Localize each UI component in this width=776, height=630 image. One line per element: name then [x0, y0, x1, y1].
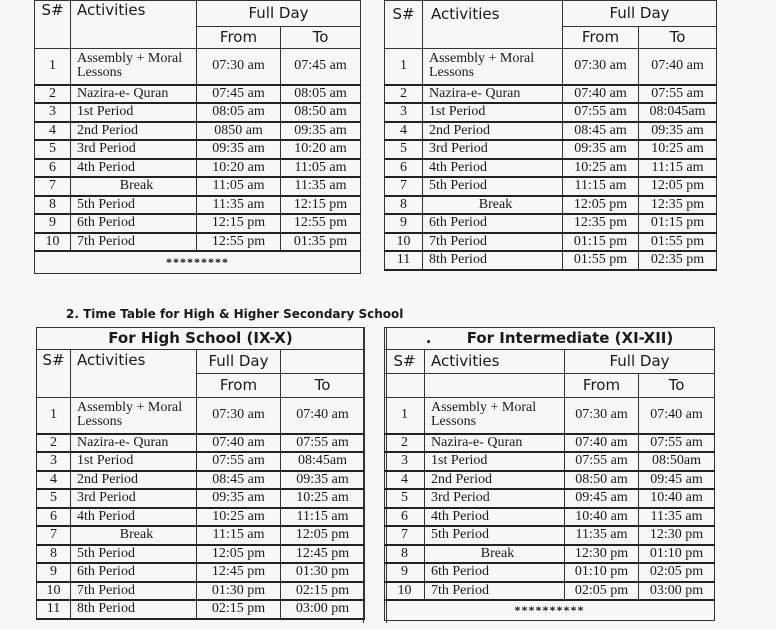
- table-row: [35, 85, 361, 104]
- serial-number-cell: 9: [35, 214, 71, 233]
- to-time-cell: 09:45 am: [639, 471, 715, 490]
- serial-number-cell: 7: [37, 526, 71, 545]
- to-time-cell: 12:55 pm: [281, 214, 361, 233]
- table-row: [35, 196, 361, 215]
- activity-cell: Assembly + Moral Lessons: [71, 49, 197, 85]
- from-time-cell: 08:45 am: [197, 471, 281, 490]
- serial-number-cell: 4: [35, 122, 71, 141]
- to-time-cell: 12:35 pm: [639, 196, 717, 215]
- to-time-cell: 07:40 am: [281, 398, 365, 434]
- activity-cell: 1st Period: [71, 452, 197, 471]
- from-header: From: [565, 374, 639, 398]
- from-time-cell: 11:15 am: [563, 177, 639, 196]
- from-time-cell: 01:55 pm: [563, 251, 639, 270]
- from-time-cell: 11:35 am: [197, 196, 281, 215]
- sno-header: S#: [385, 1, 423, 49]
- full-day-header: Full Day: [563, 1, 717, 27]
- activity-cell: Nazira-e- Quran: [71, 434, 197, 453]
- activities-header: Activities: [71, 350, 197, 398]
- activity-cell: Break: [71, 526, 197, 545]
- to-time-cell: 02:05 pm: [639, 563, 715, 582]
- to-time-cell: 11:15 am: [639, 159, 717, 178]
- activity-cell: Assembly + Moral Lessons: [423, 49, 563, 85]
- activity-cell: 8th Period: [423, 251, 563, 270]
- activity-cell: 7th Period: [71, 233, 197, 252]
- activity-cell: Break: [425, 545, 565, 564]
- serial-number-cell: 1: [385, 49, 423, 85]
- from-time-cell: 07:30 am: [563, 49, 639, 85]
- serial-number-cell: 3: [35, 103, 71, 122]
- activity-cell: 4th Period: [423, 159, 563, 178]
- to-time-cell: 07:45 am: [281, 49, 361, 85]
- to-time-cell: 03:00 pm: [281, 600, 365, 619]
- to-time-cell: 07:55 am: [639, 85, 717, 104]
- table-row: [385, 545, 715, 564]
- activity-cell: 2nd Period: [425, 471, 565, 490]
- timetable-1-left: [34, 0, 361, 274]
- to-time-cell: 11:15 am: [281, 508, 365, 527]
- to-time-cell: 10:20 am: [281, 140, 361, 159]
- table-row: [35, 103, 361, 122]
- to-time-cell: 10:25 am: [639, 140, 717, 159]
- from-time-cell: 09:35 am: [197, 489, 281, 508]
- serial-number-cell: 10: [385, 582, 425, 601]
- from-time-cell: 01:30 pm: [197, 582, 281, 601]
- activity-cell: Break: [423, 196, 563, 215]
- table-row: [35, 159, 361, 178]
- to-time-cell: 07:40 am: [639, 49, 717, 85]
- from-time-cell: 08:05 am: [197, 103, 281, 122]
- from-time-cell: 11:15 am: [197, 526, 281, 545]
- serial-number-cell: 10: [37, 582, 71, 601]
- serial-number-cell: 10: [35, 233, 71, 252]
- full-day-header: Full Day: [197, 1, 361, 27]
- serial-number-cell: 11: [385, 251, 423, 270]
- to-header: To: [281, 374, 365, 398]
- serial-number-cell: 4: [385, 122, 423, 141]
- activities-header: Activities: [71, 1, 197, 49]
- activity-cell: 1st Period: [425, 452, 565, 471]
- from-time-cell: 09:35 am: [197, 140, 281, 159]
- to-time-cell: 12:30 pm: [639, 526, 715, 545]
- serial-number-cell: 6: [37, 508, 71, 527]
- activity-cell: 7th Period: [423, 233, 563, 252]
- from-time-cell: 10:40 am: [565, 508, 639, 527]
- serial-number-cell: 1: [37, 398, 71, 434]
- to-time-cell: 12:15 pm: [281, 196, 361, 215]
- from-time-cell: 09:35 am: [563, 140, 639, 159]
- from-time-cell: 07:55 am: [563, 103, 639, 122]
- activity-cell: 7th Period: [71, 582, 197, 601]
- serial-number-cell: 1: [35, 49, 71, 85]
- serial-number-cell: 9: [385, 563, 425, 582]
- serial-number-cell: 6: [385, 159, 423, 178]
- table-row: [385, 233, 717, 252]
- from-time-cell: 10:25 am: [563, 159, 639, 178]
- serial-number-cell: 4: [385, 471, 425, 490]
- from-time-cell: 12:35 pm: [563, 214, 639, 233]
- activity-cell: 5th Period: [425, 526, 565, 545]
- from-time-cell: 01:15 pm: [563, 233, 639, 252]
- serial-number-cell: 8: [35, 196, 71, 215]
- serial-number-cell: 9: [37, 563, 71, 582]
- from-time-cell: 07:40 am: [563, 85, 639, 104]
- activity-cell: 2nd Period: [71, 122, 197, 141]
- table-row: [385, 103, 717, 122]
- from-time-cell: 07:45 am: [197, 85, 281, 104]
- to-time-cell: 11:35 am: [639, 508, 715, 527]
- to-time-cell: 09:35 am: [281, 471, 365, 490]
- table-row: [37, 434, 365, 453]
- activity-cell: 1st Period: [423, 103, 563, 122]
- activity-cell: 2nd Period: [423, 122, 563, 141]
- table-row: [37, 471, 365, 490]
- table-body: [37, 398, 365, 619]
- table-row: [37, 526, 365, 545]
- activity-cell: 3rd Period: [71, 140, 197, 159]
- serial-number-cell: 2: [385, 85, 423, 104]
- table-row: [35, 140, 361, 159]
- to-header: To: [281, 27, 361, 49]
- to-time-cell: 08:50am: [639, 452, 715, 471]
- to-header: To: [639, 374, 715, 398]
- table-row: [385, 489, 715, 508]
- table-row: [385, 159, 717, 178]
- empty-header-cell: [281, 350, 365, 374]
- activity-cell: Break: [71, 177, 197, 196]
- table-row: [385, 452, 715, 471]
- to-time-cell: 08:045am: [639, 103, 717, 122]
- to-time-cell: 09:35 am: [639, 122, 717, 141]
- serial-number-cell: 2: [35, 85, 71, 104]
- to-time-cell: 10:40 am: [639, 489, 715, 508]
- table-body: [35, 49, 361, 252]
- serial-number-cell: 3: [385, 452, 425, 471]
- table-row: [37, 545, 365, 564]
- to-time-cell: 01:30 pm: [281, 563, 365, 582]
- from-time-cell: 12:05 pm: [197, 545, 281, 564]
- activity-cell: 3rd Period: [71, 489, 197, 508]
- intermediate-heading: [385, 328, 715, 350]
- sno-header: S#: [385, 350, 425, 374]
- from-time-cell: 11:35 am: [565, 526, 639, 545]
- table-row: [35, 233, 361, 252]
- serial-number-cell: 6: [35, 159, 71, 178]
- serial-number-cell: 5: [37, 489, 71, 508]
- footer-stars: **********: [385, 600, 715, 620]
- from-time-cell: 08:45 am: [563, 122, 639, 141]
- timetable-high-school: [36, 327, 365, 620]
- to-time-cell: 01:15 pm: [639, 214, 717, 233]
- table-row: [385, 526, 715, 545]
- serial-number-cell: 7: [385, 526, 425, 545]
- timetable-1-right: [384, 0, 717, 271]
- serial-number-cell: 5: [35, 140, 71, 159]
- from-time-cell: 02:05 pm: [565, 582, 639, 601]
- table-body: [385, 49, 717, 270]
- to-time-cell: 11:05 am: [281, 159, 361, 178]
- activity-cell: 6th Period: [71, 563, 197, 582]
- serial-number-cell: 10: [385, 233, 423, 252]
- from-header: From: [197, 27, 281, 49]
- table-row: [385, 177, 717, 196]
- activity-cell: Assembly + Moral Lessons: [71, 398, 197, 434]
- from-time-cell: 09:45 am: [565, 489, 639, 508]
- table-row: [35, 122, 361, 141]
- table-row: [37, 452, 365, 471]
- from-time-cell: 12:15 pm: [197, 214, 281, 233]
- full-day-header: Full Day: [565, 350, 715, 374]
- activity-cell: 4th Period: [71, 159, 197, 178]
- serial-number-cell: 3: [37, 452, 71, 471]
- serial-number-cell: 2: [37, 434, 71, 453]
- activity-cell: 5th Period: [71, 545, 197, 564]
- serial-number-cell: 6: [385, 508, 425, 527]
- empty-header-cell: [385, 374, 425, 398]
- table-row: [385, 196, 717, 215]
- table-row: [35, 177, 361, 196]
- to-time-cell: 09:35 am: [281, 122, 361, 141]
- to-time-cell: 12:05 pm: [281, 526, 365, 545]
- serial-number-cell: 8: [385, 196, 423, 215]
- from-time-cell: 11:05 am: [197, 177, 281, 196]
- table-row: [385, 508, 715, 527]
- sno-header: S#: [35, 1, 71, 49]
- to-time-cell: 02:35 pm: [639, 251, 717, 270]
- table-row: [385, 140, 717, 159]
- empty-header-cell: [425, 374, 565, 398]
- to-time-cell: 01:55 pm: [639, 233, 717, 252]
- from-time-cell: 08:50 am: [565, 471, 639, 490]
- table-row: [385, 582, 715, 601]
- activities-header: Activities: [423, 1, 563, 49]
- from-time-cell: 07:40 am: [565, 434, 639, 453]
- table-row: [385, 563, 715, 582]
- from-time-cell: 01:10 pm: [565, 563, 639, 582]
- from-time-cell: 02:15 pm: [197, 600, 281, 619]
- table-body: [385, 398, 715, 601]
- to-time-cell: 11:35 am: [281, 177, 361, 196]
- activity-cell: 7th Period: [425, 582, 565, 601]
- to-header: To: [639, 27, 717, 49]
- from-time-cell: 12:30 pm: [565, 545, 639, 564]
- table-row: [35, 49, 361, 85]
- from-time-cell: 07:55 am: [565, 452, 639, 471]
- from-time-cell: 12:05 pm: [563, 196, 639, 215]
- activity-cell: 5th Period: [71, 196, 197, 215]
- serial-number-cell: 3: [385, 103, 423, 122]
- serial-number-cell: 9: [385, 214, 423, 233]
- from-time-cell: 12:45 pm: [197, 563, 281, 582]
- footer-stars: *********: [35, 251, 361, 273]
- to-time-cell: 07:55 am: [639, 434, 715, 453]
- table-row: [385, 251, 717, 270]
- activity-cell: 4th Period: [71, 508, 197, 527]
- serial-number-cell: 11: [37, 600, 71, 619]
- serial-number-cell: 5: [385, 489, 425, 508]
- from-time-cell: 07:30 am: [197, 49, 281, 85]
- activity-cell: Nazira-e- Quran: [425, 434, 565, 453]
- activity-cell: 3rd Period: [425, 489, 565, 508]
- section-2-title: 2. Time Table for High & Higher Secondary School: [66, 307, 404, 321]
- activity-cell: 4th Period: [425, 508, 565, 527]
- full-day-header: Full Day: [197, 350, 281, 374]
- activity-cell: 6th Period: [425, 563, 565, 582]
- serial-number-cell: 8: [37, 545, 71, 564]
- table-row: [385, 434, 715, 453]
- table-row: [37, 582, 365, 601]
- activity-cell: 3rd Period: [423, 140, 563, 159]
- to-time-cell: 02:15 pm: [281, 582, 365, 601]
- stray-dot: .: [425, 329, 432, 347]
- serial-number-cell: 4: [37, 471, 71, 490]
- from-time-cell: 07:30 am: [565, 398, 639, 434]
- table-row: [385, 49, 717, 85]
- table-row: [37, 600, 365, 619]
- table-row: [37, 563, 365, 582]
- table-row: [37, 398, 365, 434]
- to-time-cell: 01:35 pm: [281, 233, 361, 252]
- table-row: [385, 214, 717, 233]
- timetable-intermediate: [384, 327, 715, 621]
- table-row: [385, 471, 715, 490]
- from-time-cell: 07:30 am: [197, 398, 281, 434]
- to-time-cell: 12:05 pm: [639, 177, 717, 196]
- activity-cell: Nazira-e- Quran: [423, 85, 563, 104]
- to-time-cell: 12:45 pm: [281, 545, 365, 564]
- from-time-cell: 10:20 am: [197, 159, 281, 178]
- intermediate-heading-text: For Intermediate (XI-XII): [466, 329, 674, 347]
- serial-number-cell: 8: [385, 545, 425, 564]
- to-time-cell: 01:10 pm: [639, 545, 715, 564]
- to-time-cell: 03:00 pm: [639, 582, 715, 601]
- activity-cell: 6th Period: [423, 214, 563, 233]
- table-row: [37, 489, 365, 508]
- from-time-cell: 07:40 am: [197, 434, 281, 453]
- table-row: [385, 398, 715, 434]
- sno-header: S#: [37, 350, 71, 398]
- activity-cell: Nazira-e- Quran: [71, 85, 197, 104]
- table-row: [37, 508, 365, 527]
- to-time-cell: 07:55 am: [281, 434, 365, 453]
- table-row: [385, 85, 717, 104]
- serial-number-cell: 5: [385, 140, 423, 159]
- serial-number-cell: 7: [385, 177, 423, 196]
- high-school-heading: For High School (IX-X): [37, 328, 365, 350]
- table-row: [385, 122, 717, 141]
- activities-header: Activities: [425, 350, 565, 374]
- activity-cell: 6th Period: [71, 214, 197, 233]
- from-time-cell: 07:55 am: [197, 452, 281, 471]
- serial-number-cell: 7: [35, 177, 71, 196]
- activity-cell: 1st Period: [71, 103, 197, 122]
- from-time-cell: 0850 am: [197, 122, 281, 141]
- table-row: [35, 214, 361, 233]
- to-time-cell: 08:50 am: [281, 103, 361, 122]
- to-time-cell: 08:45am: [281, 452, 365, 471]
- activity-cell: 2nd Period: [71, 471, 197, 490]
- from-header: From: [197, 374, 281, 398]
- activity-cell: 8th Period: [71, 600, 197, 619]
- from-time-cell: 12:55 pm: [197, 233, 281, 252]
- to-time-cell: 07:40 am: [639, 398, 715, 434]
- from-header: From: [563, 27, 639, 49]
- to-time-cell: 10:25 am: [281, 489, 365, 508]
- to-time-cell: 08:05 am: [281, 85, 361, 104]
- serial-number-cell: 1: [385, 398, 425, 434]
- activity-cell: Assembly + Moral Lessons: [425, 398, 565, 434]
- activity-cell: 5th Period: [423, 177, 563, 196]
- serial-number-cell: 2: [385, 434, 425, 453]
- from-time-cell: 10:25 am: [197, 508, 281, 527]
